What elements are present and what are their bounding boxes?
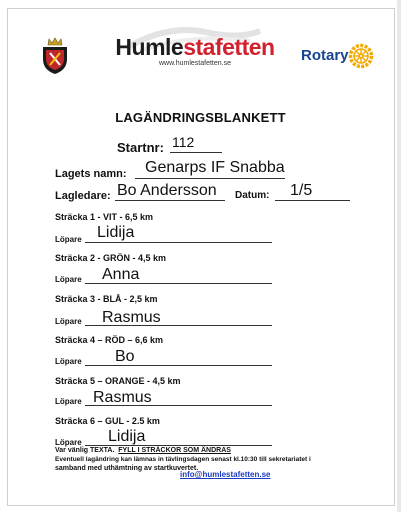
page-edge: [397, 0, 401, 512]
footer-note-underlined: FYLL I STRÄCKOR SOM ÄNDRAS: [118, 447, 231, 454]
stage-6-label: Sträcka 6 – GUL - 2.5 km: [55, 416, 160, 426]
rotary-logo-text: Rotary: [301, 47, 349, 64]
stage-2-label: Sträcka 2 - GRÖN - 4,5 km: [55, 253, 167, 263]
stage-4-runner-label: Löpare: [55, 357, 82, 366]
startnr-value[interactable]: 112: [172, 134, 195, 150]
stage-3-runner-label: Löpare: [55, 317, 82, 326]
date-value[interactable]: 1/5: [290, 182, 313, 199]
startnr-line: [170, 152, 222, 153]
team-leader-label: Lagledare:: [55, 190, 111, 202]
form-title: LAGÄNDRINGSBLANKETT: [115, 110, 286, 125]
humlestafetten-logo: [110, 33, 280, 73]
stage-1-runner-line: [85, 242, 272, 243]
team-name-value[interactable]: Genarps IF Snabba: [145, 159, 285, 176]
team-name-label: Lagets namn:: [55, 168, 127, 180]
date-label: Datum:: [235, 190, 270, 201]
footer-note-prefix: Var vänlig TEXTA.: [55, 447, 115, 454]
brand-name-part2: stafetten: [183, 34, 275, 60]
footer-note-2: Eventuell lagändring kan lämnas in tävlingsdagen senast kl.10:30 till sekretariatet i: [55, 456, 311, 463]
team-name-line: [135, 178, 285, 179]
stage-2-runner-label: Löpare: [55, 275, 82, 284]
rotary-wheel-icon: [348, 43, 374, 69]
team-leader-line: [115, 200, 225, 201]
brand-name: [110, 34, 280, 61]
date-line: [275, 200, 350, 201]
stage-4-runner-value[interactable]: Bo: [115, 348, 135, 365]
brand-name-part1: Humle: [115, 34, 184, 60]
footer-note-1: [55, 447, 231, 454]
stage-1-runner-value[interactable]: Lidija: [97, 224, 135, 241]
stage-5-label: Sträcka 5 – ORANGE - 4,5 km: [55, 376, 181, 386]
stage-5-runner-value[interactable]: Rasmus: [93, 389, 152, 406]
stage-4-label: Sträcka 4 – RÖD – 6,6 km: [55, 335, 164, 345]
stage-6-runner-value[interactable]: Lidija: [108, 428, 146, 445]
stage-1-label: Sträcka 1 - VIT - 6,5 km: [55, 212, 154, 222]
stage-6-runner-label: Löpare: [55, 438, 82, 447]
stage-1-runner-label: Löpare: [55, 235, 82, 244]
stage-3-label: Sträcka 3 - BLÅ - 2,5 km: [55, 294, 158, 304]
team-leader-value[interactable]: Bo Andersson: [117, 182, 217, 199]
club-crest-icon: [40, 37, 70, 75]
contact-email-link[interactable]: info@humlestafetten.se: [180, 470, 271, 479]
brand-url: www.humlestafetten.se: [159, 60, 231, 67]
stage-4-runner-line: [85, 365, 272, 366]
footer-note-3: samband med uthämtning av startkuvertet.: [55, 465, 199, 472]
stage-3-runner-value[interactable]: Rasmus: [102, 309, 161, 326]
stage-5-runner-label: Löpare: [55, 397, 82, 406]
stage-2-runner-value[interactable]: Anna: [102, 266, 140, 283]
startnr-label: Startnr:: [117, 140, 164, 155]
